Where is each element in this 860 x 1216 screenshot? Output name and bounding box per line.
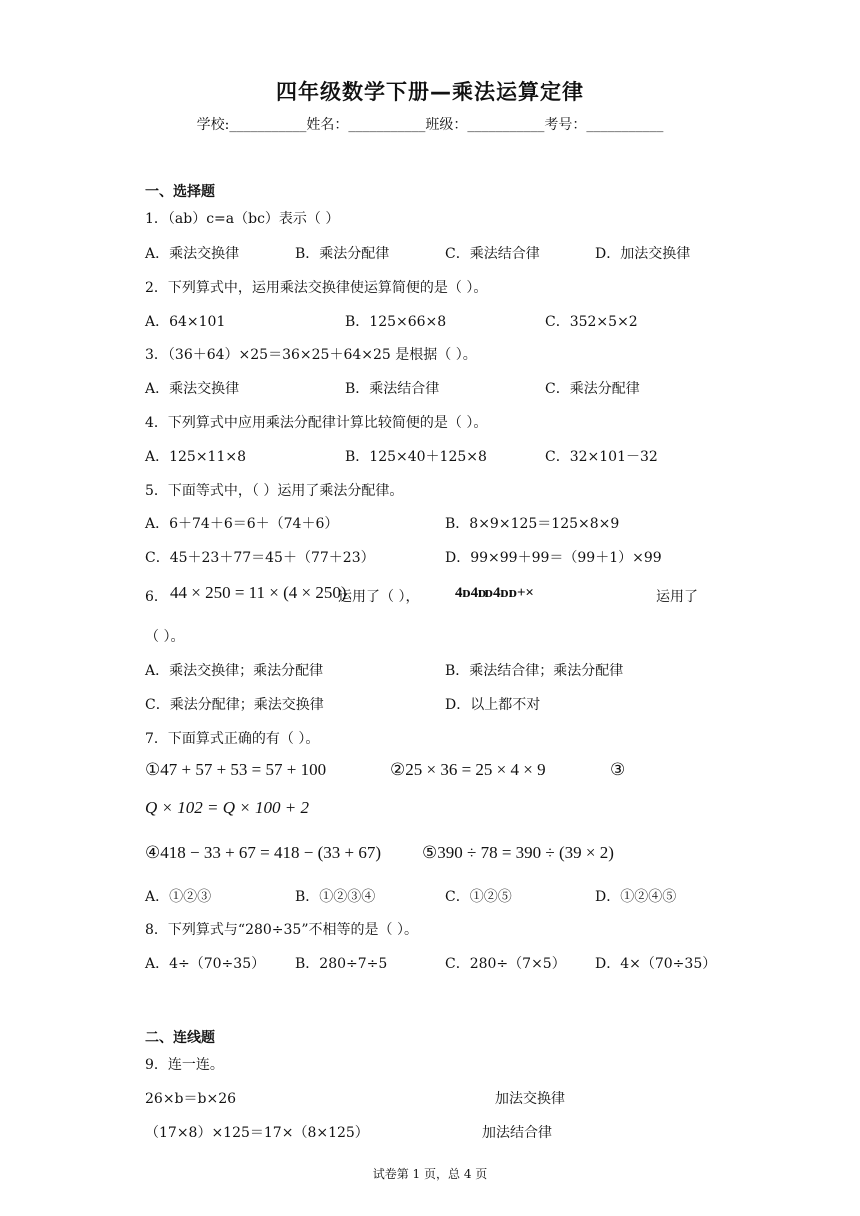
q9-right-item-1: 加法交换律 [495,1091,565,1107]
question-6-stem-mid: 运用了（ ）， [338,589,420,605]
q6-option-d: D．以上都不对 [445,697,541,713]
q3-option-a: A．乘法交换律 [145,381,240,397]
question-8-stem: 8．下列算式与“280÷35”不相等的是（ ）。 [145,922,418,938]
question-7-stem: 7．下面算式正确的有（ ）。 [145,731,320,747]
q1-option-b: B．乘法分配律 [295,246,390,262]
q1-option-d: D．加法交换律 [595,246,691,262]
q7-expression-4: ④418 − 33 + 67 = 418 − (33 + 67) [145,843,381,862]
q9-right-item-2: 加法结合律 [482,1125,552,1141]
question-9-stem: 9．连一连。 [145,1057,224,1073]
q8-option-b: B．280÷7÷5 [295,956,388,972]
question-1-stem: 1．（ab）c=a（bc）表示（ ） [145,211,340,227]
section-heading-choice: 一、选择题 [145,184,215,200]
q1-option-c: C．乘法结合律 [445,246,540,262]
question-6-stem-tail: 运用了 [656,589,698,605]
q7-expression-1: ①47 + 57 + 53 = 57 + 100 [145,760,327,779]
q3-option-b: B．乘法结合律 [345,381,440,397]
q6-option-b: B．乘法结合律；乘法分配律 [445,663,624,679]
question-6-garbled-formula: 4 ᴅ 4 ᴅᴅ 4 ᴅ ᴅ + × [455,585,532,601]
q9-left-item-1: 26×b＝b×26 [145,1091,237,1107]
q5-option-c: C．45＋23＋77＝45＋（77＋23） [145,550,375,566]
question-4-stem: 4．下列算式中应用乘法分配律计算比较简便的是（ ）。 [145,415,488,431]
page-title: 四年级数学下册—乘法运算定律 [276,80,584,104]
q2-option-b: B．125×66×8 [345,314,447,330]
question-6-number: 6． [145,589,168,605]
question-6-formula: 44 × 250 = 11 × (4 × 250) [170,583,347,602]
q7-expression-3-marker: ③ [610,760,626,779]
q5-option-b: B．8×9×125＝125×8×9 [445,516,620,532]
q1-option-a: A．乘法交换律 [145,246,240,262]
q4-option-c: C．32×101－32 [545,449,658,465]
q7-option-a: A．①②③ [145,889,212,905]
q6-option-c: C．乘法分配律；乘法交换律 [145,697,324,713]
q8-option-a: A．4÷（70÷35） [145,956,266,972]
question-2-stem: 2．下列算式中，运用乘法交换律使运算简便的是（ ）。 [145,280,488,296]
q6-option-a: A．乘法交换律；乘法分配律 [145,663,324,679]
q7-option-c: C．①②⑤ [445,889,512,905]
q7-option-d: D．①②④⑤ [595,889,677,905]
question-5-stem: 5．下面等式中，（ ）运用了乘法分配律。 [145,483,404,499]
q7-expression-3: Q × 102 = Q × 100 + 2 [145,798,309,817]
q2-option-c: C．352×5×2 [545,314,638,330]
q7-option-b: B．①②③④ [295,889,376,905]
section-heading-matching: 二、连线题 [145,1030,215,1046]
q5-option-d: D．99×99＋99＝（99＋1）×99 [445,550,662,566]
q8-option-c: C．280÷（7×5） [445,956,566,972]
question-6-stem-line2: （ ）。 [145,629,185,645]
q5-option-a: A．6＋74＋6＝6＋（74＋6） [145,516,339,532]
q9-left-item-2: （17×8）×125＝17×（8×125） [145,1125,369,1141]
student-info-line: 学校:___________姓名：___________班级：___________考号：___________ [196,117,664,133]
q4-option-a: A．125×11×8 [145,449,247,465]
q7-expression-2: ②25 × 36 = 25 × 4 × 9 [390,760,546,779]
page-footer: 试卷第 1 页，总 4 页 [372,1167,488,1181]
q3-option-c: C．乘法分配律 [545,381,640,397]
q8-option-d: D．4×（70÷35） [595,956,717,972]
q2-option-a: A．64×101 [145,314,226,330]
question-3-stem: 3．（36＋64）×25＝36×25＋64×25 是根据（ ）。 [145,347,477,363]
q4-option-b: B．125×40＋125×8 [345,449,487,465]
q7-expression-5: ⑤390 ÷ 78 = 390 ÷ (39 × 2) [422,843,614,862]
